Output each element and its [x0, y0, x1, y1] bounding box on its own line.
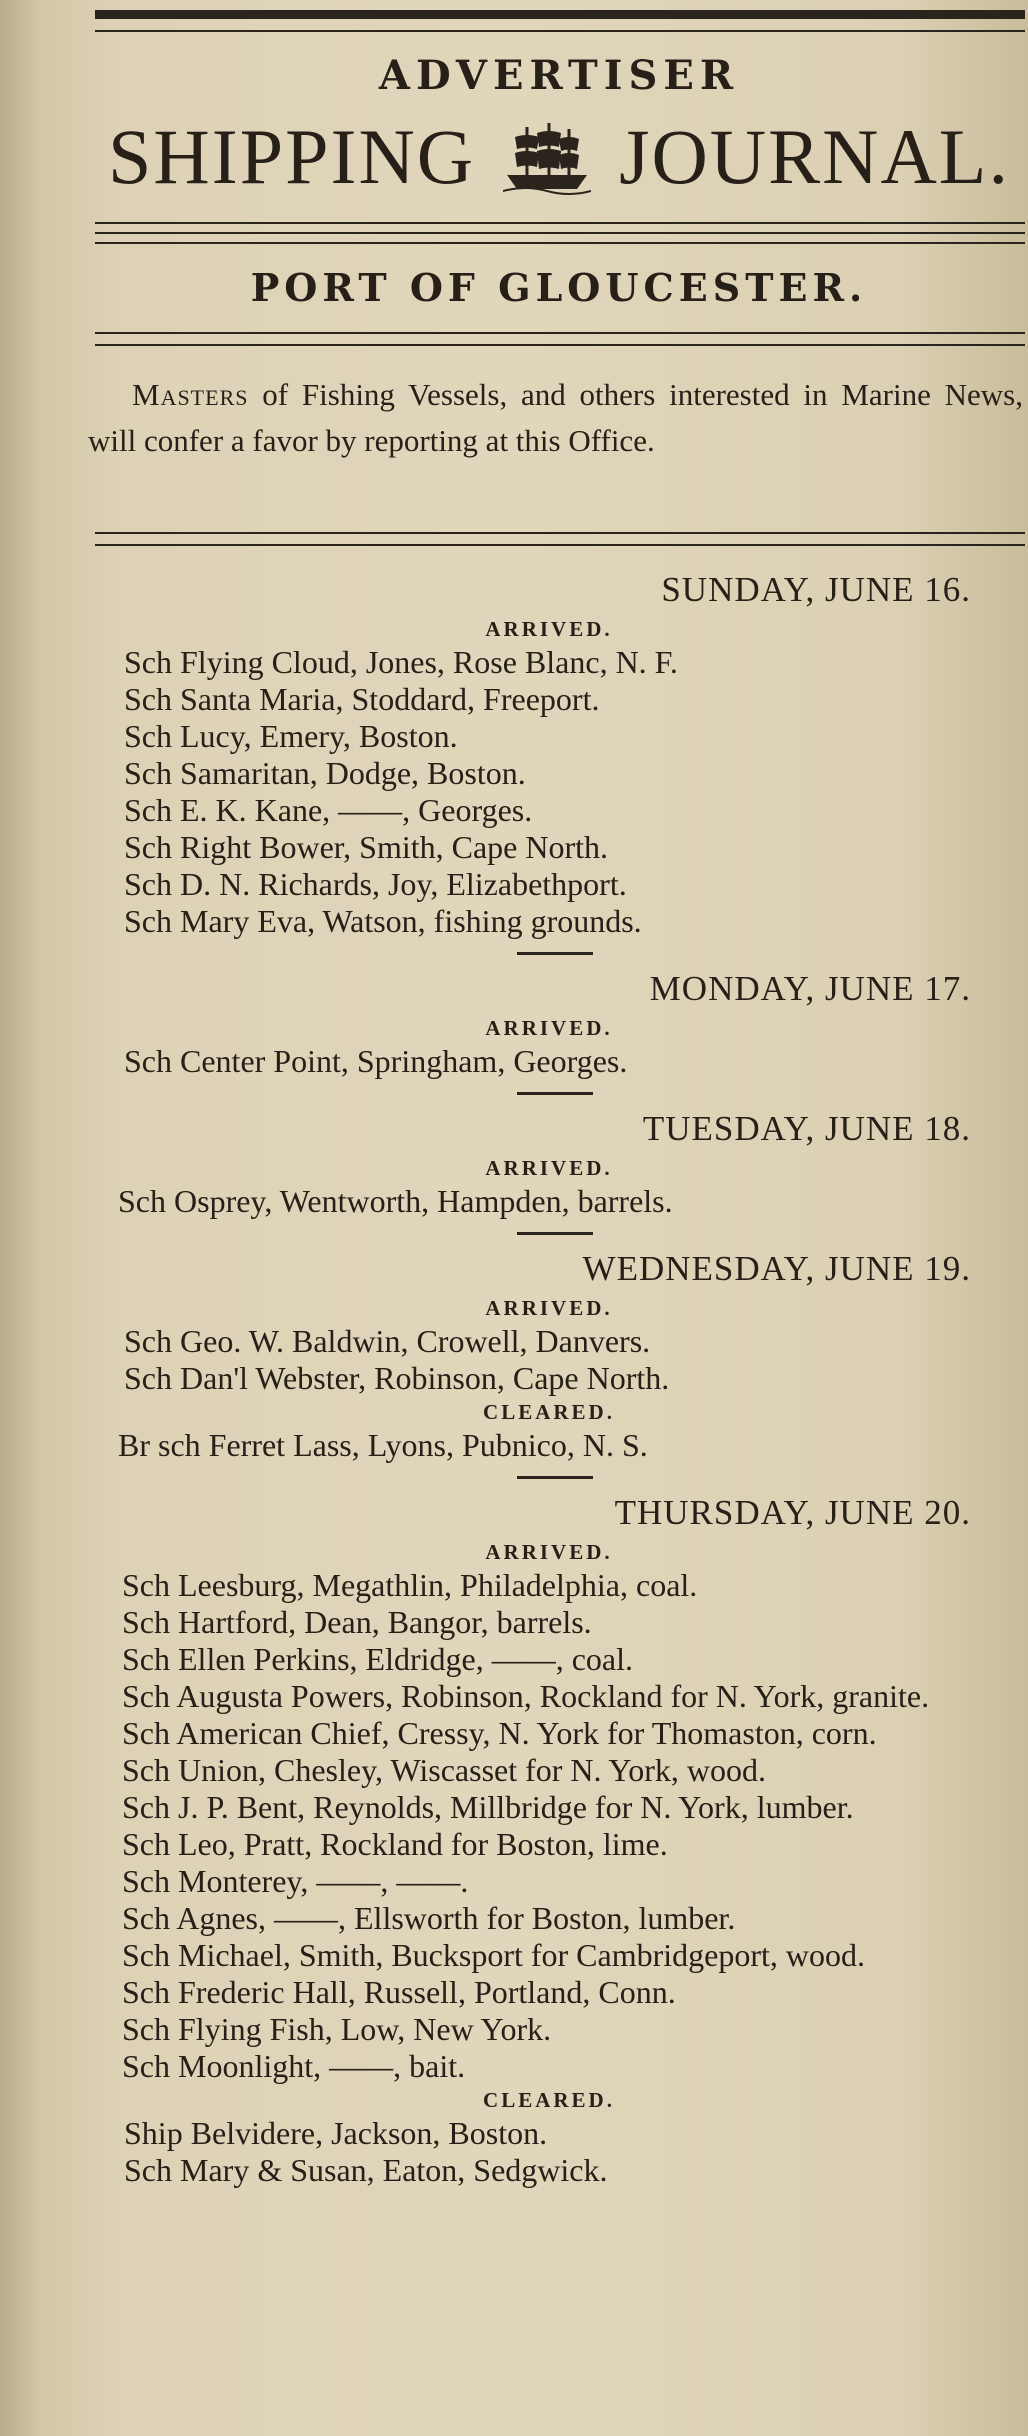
day-block-sunday [84, 566, 1014, 940]
section-heading-arrived: ARRIVED. [485, 1296, 613, 1320]
day-heading: SUNDAY, JUNE 16. [661, 570, 971, 609]
shipping-log [84, 566, 1014, 2189]
vessel-entry [84, 1715, 1014, 1752]
vessel-entry: Sch Flying Cloud, Jones, Rose Blanc, N. F. [124, 644, 678, 680]
day-block-tuesday [84, 1105, 1014, 1220]
vessel-entry: Sch Leo, Pratt, Rockland for Boston, lime. [122, 1826, 668, 1862]
day-separator [517, 1476, 593, 1479]
day-block-wednesday [84, 1245, 1014, 1464]
masthead-rule-1 [95, 222, 1025, 224]
vessel-entry: Sch Right Bower, Smith, Cape North. [124, 829, 609, 865]
section-heading-arrived: ARRIVED. [485, 1016, 613, 1040]
vessel-entry: Sch E. K. Kane, ——, Georges. [124, 792, 533, 828]
port-rule-2 [95, 344, 1025, 346]
vessel-entry: Sch Ellen Perkins, Eldridge, ——, coal. [122, 1641, 634, 1677]
day-heading: THURSDAY, JUNE 20. [614, 1493, 971, 1532]
vessel-entry: Ship Belvidere, Jackson, Boston. [124, 2115, 548, 2151]
day-heading: TUESDAY, JUNE 18. [642, 1109, 971, 1148]
port-heading: PORT OF GLOUCESTER. [250, 265, 868, 310]
vessel-entry: Sch Samaritan, Dodge, Boston. [124, 755, 526, 791]
vessel-entry-text: Sch American Chief, Cressy, N. York for Thomaston, corn. [122, 1715, 877, 1751]
section-heading-cleared: CLEARED. [483, 2088, 615, 2112]
vessel-entry: Sch D. N. Richards, Joy, Elizabethport. [124, 866, 627, 902]
vessel-entry: Sch Union, Chesley, Wiscasset for N. York, wood. [122, 1752, 767, 1788]
vessel-entry-text: Sch J. P. Bent, Reynolds, Millbridge for N. York, lumber. [122, 1789, 854, 1825]
vessel-entry: Sch Leesburg, Megathlin, Philadelphia, coal. [122, 1567, 698, 1603]
notice-rule-1 [95, 532, 1025, 534]
vessel-entry: Sch Santa Maria, Stoddard, Freeport. [124, 681, 600, 717]
vessel-entry: Sch Mary & Susan, Eaton, Sedgwick. [124, 2152, 608, 2188]
vessel-entry-text: Sch Augusta Powers, Robinson, Rockland for N. York, granite. [122, 1678, 930, 1714]
vessel-entry: Sch Flying Fish, Low, New York. [122, 2011, 552, 2047]
masthead-rule-2 [95, 232, 1025, 234]
day-separator [517, 1232, 593, 1235]
vessel-entry [84, 1789, 1014, 1826]
masthead-rule-3 [95, 242, 1025, 244]
vessel-entry: Sch Geo. W. Baldwin, Crowell, Danvers. [124, 1323, 651, 1359]
notice-lead: Masters [132, 377, 249, 412]
notice-rule-2 [95, 544, 1025, 546]
top-thick-rule [95, 10, 1025, 19]
masthead-title-right: JOURNAL. [619, 113, 1010, 200]
masthead-title [90, 112, 1028, 202]
vessel-entry: Sch Dan'l Webster, Robinson, Cape North. [124, 1360, 670, 1396]
vessel-entry: Sch Lucy, Emery, Boston. [124, 718, 458, 754]
day-separator [517, 952, 593, 955]
section-heading-arrived: ARRIVED. [485, 1156, 613, 1180]
section-heading-arrived: ARRIVED. [485, 1540, 613, 1564]
vessel-entry: Br sch Ferret Lass, Lyons, Pubnico, N. S. [118, 1427, 648, 1463]
day-block-monday [84, 965, 1014, 1080]
section-heading-cleared: CLEARED. [483, 1400, 615, 1424]
vessel-entry-text: Sch Michael, Smith, Bucksport for Cambridgeport, wood. [122, 1937, 866, 1973]
vessel-entry: Sch Hartford, Dean, Bangor, barrels. [122, 1604, 592, 1640]
day-heading: WEDNESDAY, JUNE 19. [582, 1249, 971, 1288]
section-heading-arrived: ARRIVED. [485, 617, 613, 641]
top-thin-rule [95, 30, 1025, 32]
masthead-top-line: ADVERTISER [378, 52, 740, 99]
day-separator [517, 1092, 593, 1095]
port-rule-1 [95, 332, 1025, 334]
vessel-entry: Sch Center Point, Springham, Georges. [124, 1043, 628, 1079]
vessel-entry [84, 1678, 1014, 1715]
ship-icon [503, 119, 591, 195]
masthead-title-left: SHIPPING [108, 113, 476, 200]
notice-body: of Fishing Vessels, and others interested in Marine News, will confer a favor by reporting at this Office. [88, 377, 1023, 458]
day-block-thursday [84, 1489, 1014, 2189]
vessel-entry: Sch Moonlight, ——, bait. [122, 2048, 466, 2084]
vessel-entry: Sch Monterey, ——, ——. [122, 1863, 469, 1899]
day-heading: MONDAY, JUNE 17. [649, 969, 971, 1008]
vessel-entry [84, 1937, 1014, 1974]
vessel-entry: Sch Mary Eva, Watson, fishing grounds. [124, 903, 642, 939]
vessel-entry: Sch Osprey, Wentworth, Hampden, barrels. [118, 1183, 673, 1219]
vessel-entry: Sch Frederic Hall, Russell, Portland, Conn. [122, 1974, 676, 2010]
vessel-entry: Sch Agnes, ——, Ellsworth for Boston, lumber. [122, 1900, 736, 1936]
notice-paragraph [88, 372, 1023, 464]
